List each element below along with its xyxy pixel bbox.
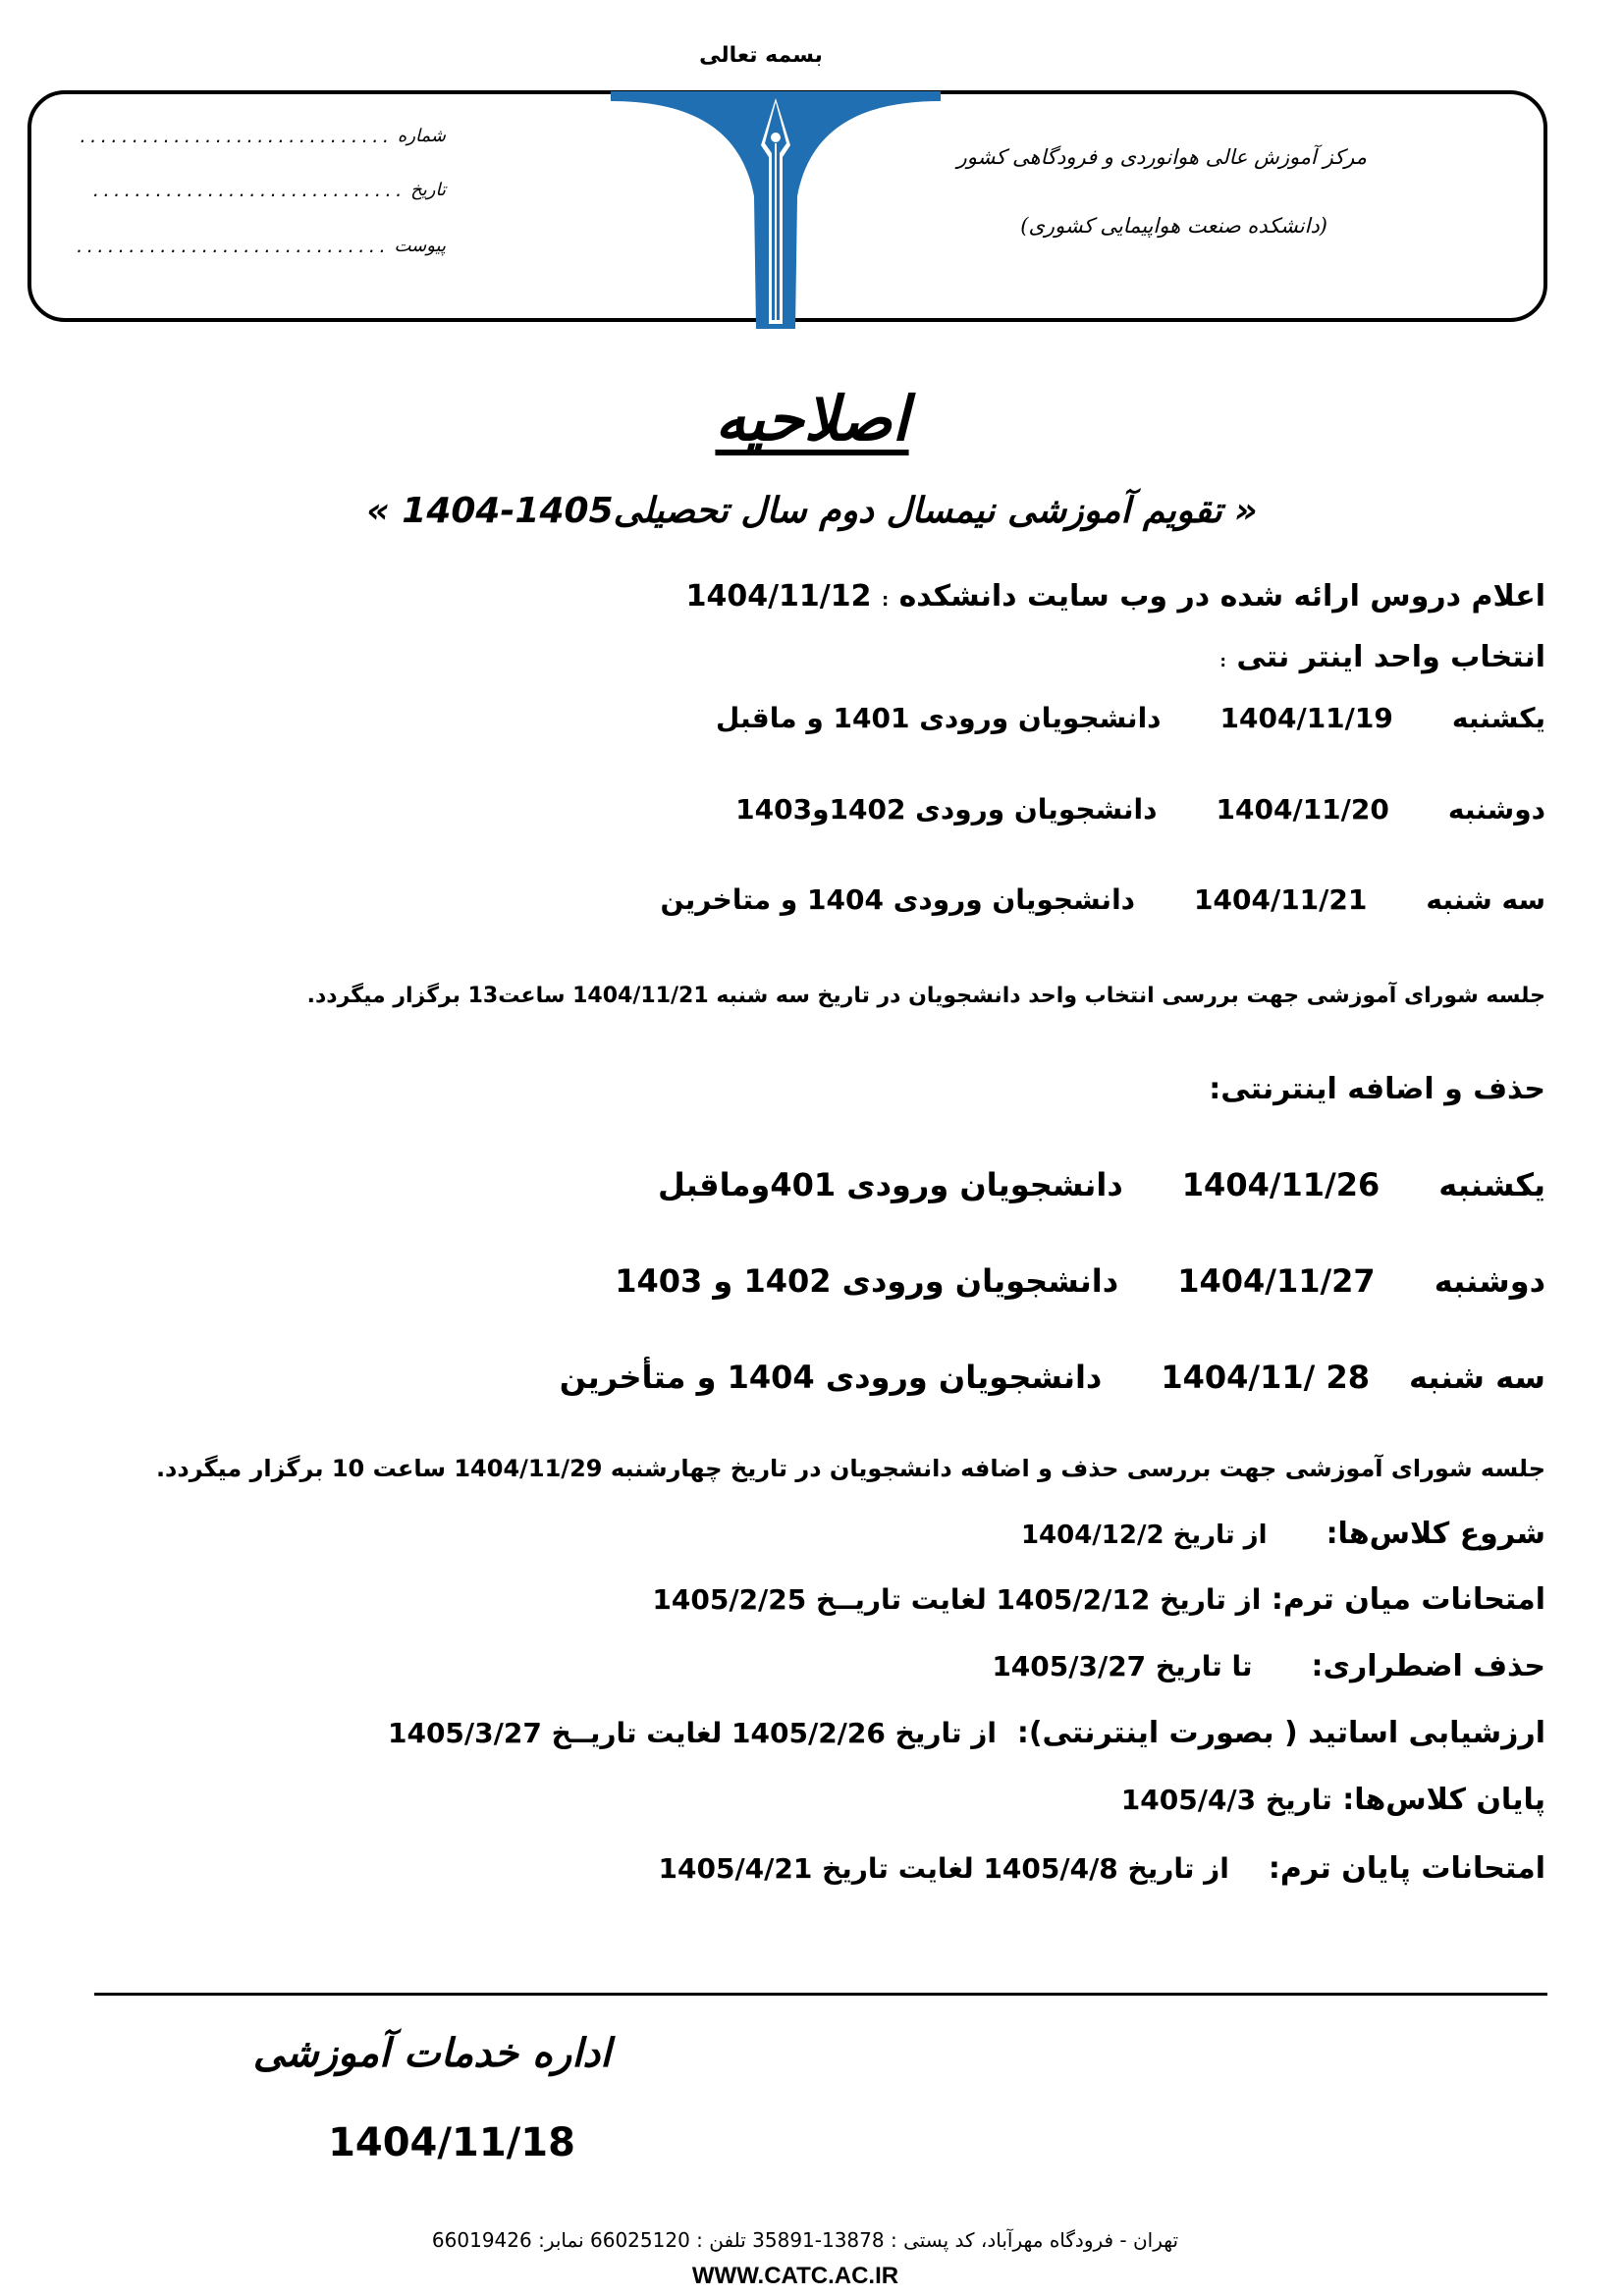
add-drop-row-students: دانشجویان ورودی 401وماقبل [658, 1166, 1123, 1203]
registration-meeting-note: جلسه شورای آموزشی جهت بررسی انتخاب واحد دانشجویان در تاریخ سه شنبه 1404/11/21 ساعت13 برگزار میگردد. [306, 984, 1545, 1008]
add-drop-row-date: 28 /1404/11 [1161, 1359, 1370, 1396]
field-date-dots: .............................. [91, 182, 406, 200]
schedule-item-class-end [1121, 1783, 1545, 1817]
field-number-dots: .............................. [78, 128, 392, 146]
schedule-detail: از تاریخ 1404/12/2 [1020, 1521, 1268, 1550]
signature-office: اداره خدمات آموزشی [252, 2030, 612, 2076]
page-subtitle: « تقویم آموزشی نیمسال دوم سال تحصیلی1405-1404 » [366, 491, 1258, 531]
add-drop-heading: حذف و اضافه اینترنتی: [1209, 1072, 1545, 1106]
courses-announcement [686, 579, 1545, 614]
schedule-item-emergency-drop [992, 1649, 1545, 1683]
registration-row-date: 1404/11/20 [1216, 793, 1389, 826]
schedule-item-class-start [1021, 1517, 1545, 1551]
signature-divider [94, 1993, 1547, 1996]
schedule-label: امتحانات پایان ترم: [1268, 1851, 1545, 1886]
registration-row-students: دانشجویان ورودی 1404 و متاخرین [660, 883, 1136, 916]
registration-heading [1220, 640, 1545, 674]
add-drop-row [658, 1166, 1545, 1203]
field-date-label: تاریخ [410, 180, 446, 200]
courses-announcement-label: اعلام دروس ارائه شده در وب سایت دانشکده [898, 579, 1545, 614]
footer-website[interactable]: WWW.CATC.AC.IR [691, 2263, 899, 2289]
add-drop-meeting-note: جلسه شورای آموزشی جهت بررسی حذف و اضافه دانشجویان در تاریخ چهارشنبه 1404/11/29 ساعت 10 برگزار میگردد. [155, 1455, 1545, 1482]
institution-logo-icon [609, 88, 943, 329]
field-attachment-label: پیوست [394, 236, 446, 256]
registration-row-day: سه شنبه [1426, 883, 1545, 916]
schedule-detail: از تاریخ 1405/2/12 لغایت تاریــخ 1405/2/25 [652, 1583, 1262, 1616]
field-number [79, 126, 446, 146]
add-drop-row-day: سه شنبه [1408, 1359, 1545, 1396]
field-attachment-dots: .............................. [75, 238, 389, 256]
page-title: اصلاحیه [715, 383, 909, 454]
field-date [91, 180, 446, 200]
registration-row-students: دانشجویان ورودی 1402و1403 [735, 793, 1158, 826]
schedule-label: امتحانات میان ترم: [1271, 1582, 1545, 1617]
field-attachment [76, 236, 446, 256]
add-drop-row [560, 1359, 1545, 1396]
bismillah: بسمه تعالی [699, 43, 823, 68]
add-drop-row-students: دانشجویان ورودی 1404 و متأخرین [559, 1359, 1103, 1396]
org-name-line2: (دانشکده صنعت هواپیمایی کشوری) [1020, 214, 1327, 238]
schedule-label: حذف اضطراری: [1311, 1649, 1545, 1683]
schedule-label: پایان کلاس‌ها: [1342, 1783, 1545, 1817]
schedule-label: ارزشیابی اساتید ( بصورت اینترنتی): [1016, 1716, 1545, 1750]
schedule-detail: تاریخ 1405/4/3 [1120, 1784, 1332, 1816]
schedule-label: شروع کلاس‌ها: [1326, 1517, 1545, 1551]
registration-row-students: دانشجویان ورودی 1401 و ماقبل [716, 702, 1162, 734]
registration-row-date: 1404/11/19 [1219, 702, 1393, 734]
add-drop-row-date: 1404/11/26 [1181, 1166, 1380, 1203]
add-drop-row-day: یکشنبه [1438, 1166, 1545, 1203]
add-drop-row-day: دوشنبه [1434, 1262, 1545, 1300]
registration-heading-sep: : [1219, 652, 1226, 670]
schedule-item-final-exams [659, 1851, 1545, 1886]
courses-announcement-date: 1404/11/12 [685, 579, 872, 614]
add-drop-row [615, 1262, 1545, 1300]
add-drop-row-date: 1404/11/27 [1177, 1262, 1376, 1300]
schedule-detail: از تاریخ 1405/2/26 لغایت تاریــخ 1405/3/27 [387, 1717, 997, 1749]
footer-address: تهران - فرودگاه مهرآباد، کد پستی : 13878-35891 تلفن : 66025120 نمابر: 66019426 [431, 2228, 1179, 2252]
registration-row [661, 883, 1545, 916]
field-number-label: شماره [397, 126, 446, 146]
registration-row [735, 793, 1545, 826]
schedule-item-evaluation [388, 1716, 1545, 1750]
add-drop-row-students: دانشجویان ورودی 1402 و 1403 [615, 1262, 1119, 1300]
registration-row-date: 1404/11/21 [1194, 883, 1368, 916]
registration-row [716, 702, 1545, 734]
registration-heading-label: انتخاب واحد اینتر نتی [1236, 640, 1545, 674]
schedule-detail: تا تاریخ 1405/3/27 [992, 1650, 1253, 1682]
registration-row-day: دوشنبه [1447, 793, 1545, 826]
schedule-item-midterm [652, 1582, 1545, 1617]
org-name-line1: مرکز آموزش عالی هوانوردی و فرودگاهی کشور [956, 145, 1367, 169]
signature-date: 1404/11/18 [328, 2120, 575, 2165]
courses-announcement-sep: : [881, 590, 890, 611]
schedule-detail: از تاریخ 1405/4/8 لغایت تاریخ 1405/4/21 [658, 1852, 1229, 1885]
registration-row-day: یکشنبه [1451, 702, 1545, 734]
